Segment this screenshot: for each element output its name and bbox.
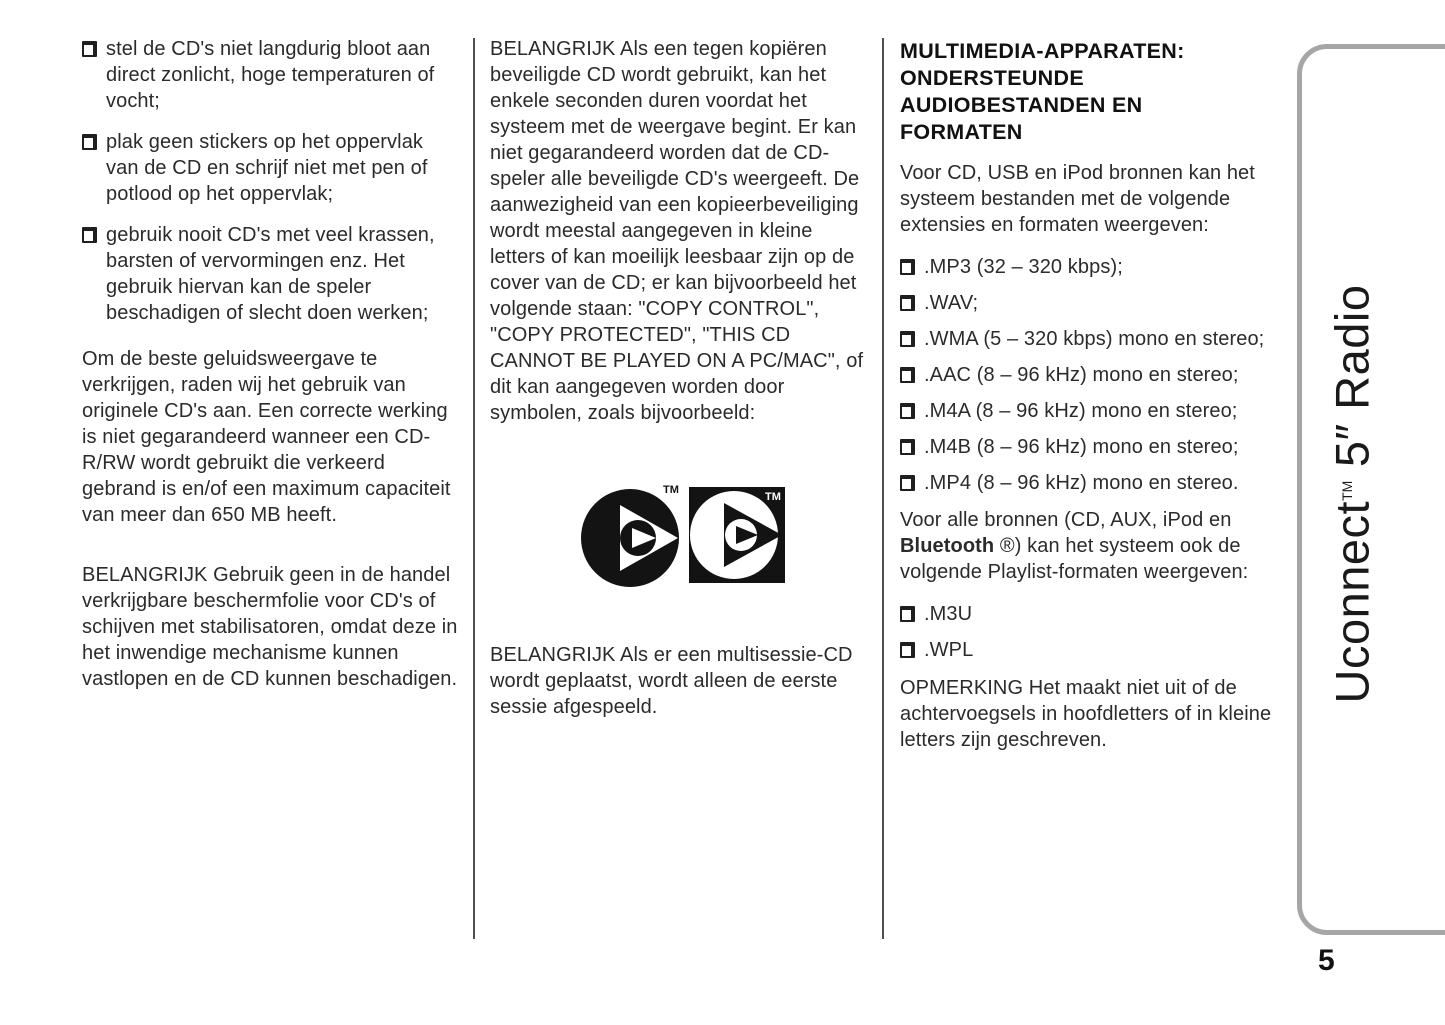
list-item	[900, 398, 1286, 424]
heading-line: ONDERSTEUNDE	[900, 66, 1084, 90]
square-bullet-icon	[900, 295, 915, 311]
list-item	[900, 601, 1286, 627]
square-bullet-icon	[82, 134, 97, 150]
list-item	[900, 326, 1286, 352]
square-bullet-icon	[900, 367, 915, 383]
copy-protect-circle-logo	[578, 482, 684, 588]
paragraph-cd-quality: Om de beste geluidsweergave te verkrijgen, raden wij het gebruik van originele CD's aan. Een correcte werking is niet gegarandeerd wanneer een CD-R/RW wordt gebruikt die verkeerd gebrand is en/of een maximum capaciteit van meer dan 650 MB heeft.	[82, 348, 451, 526]
bluetooth-label: Bluetooth	[900, 535, 995, 557]
list-item-text: gebruik nooit CD's met veel krassen, barsten of vervormingen enz. Het gebruik hiervan kan de speler beschadigen of slecht doen werken;	[106, 224, 435, 324]
copy-protect-square-logo	[689, 487, 785, 583]
tm-mark: TM	[662, 484, 679, 496]
cd-care-list	[82, 36, 460, 326]
chapter-name-rest: 5″ Radio	[1325, 284, 1379, 481]
list-item-text: .M4B (8 – 96 kHz) mono en stereo;	[924, 436, 1239, 458]
list-item	[82, 222, 460, 326]
list-item	[900, 254, 1286, 280]
list-item-text: .M4A (8 – 96 kHz) mono en stereo;	[924, 400, 1238, 422]
format-list	[900, 254, 1286, 496]
list-item-text: .WPL	[924, 639, 974, 661]
paragraph-multisession: BELANGRIJK Als er een multisessie-CD wordt geplaatst, wordt alleen de eerste sessie afgespeeld.	[490, 644, 853, 718]
heading-line: FORMATEN	[900, 120, 1023, 144]
list-item-text: .MP4 (8 – 96 kHz) mono en stereo.	[924, 472, 1239, 494]
list-item-text: .MP3 (32 – 320 kbps);	[924, 256, 1123, 278]
heading-line: MULTIMEDIA-APPARATEN:	[900, 39, 1185, 63]
square-bullet-icon	[82, 41, 97, 57]
list-item-text: .WMA (5 – 320 kbps) mono en stereo;	[924, 328, 1265, 350]
square-bullet-icon	[900, 403, 915, 419]
playlist-format-list	[900, 601, 1286, 663]
paragraph-copy-protection: BELANGRIJK Als een tegen kopiëren beveiligde CD wordt gebruikt, kan het enkele seconden duren voordat het systeem met de weergave begint. Er kan niet gegarandeerd worden dat de CD-speler alle beveiligde CD's weergeeft. De aanwezigheid van een kopieerbeveiliging wordt meestal aangegeven in kleine letters of kan moeilijk leesbaar zijn op de cover van de CD; er kan bijvoorbeeld het volgende staan: "COPY CONTROL", "COPY PROTECTED", "THIS CD CANNOT BE PLAYED ON A PC/MAC", of dit kan aangegeven worden door symbolen, zoals bijvoorbeeld:	[490, 38, 864, 424]
list-item	[82, 36, 460, 114]
list-item	[900, 637, 1286, 663]
left-column	[82, 36, 460, 692]
tm-mark: TM	[1338, 480, 1355, 501]
list-item-text: .M3U	[924, 603, 973, 625]
list-item-text: .AAC (8 – 96 kHz) mono en stereo;	[924, 364, 1239, 386]
paragraph-formats-intro: Voor CD, USB en iPod bronnen kan het systeem bestanden met de volgende extensies en formaten weergeven:	[900, 162, 1255, 236]
list-item-text: .WAV;	[924, 292, 979, 314]
chapter-name: Uconnect	[1325, 500, 1379, 704]
right-column	[900, 36, 1286, 753]
list-item	[900, 362, 1286, 388]
list-item	[900, 470, 1286, 496]
list-item-text: plak geen stickers op het oppervlak van de CD en schrijf niet met pen of potlood op het oppervlak;	[106, 131, 428, 205]
section-heading	[900, 38, 1286, 146]
square-bullet-icon	[900, 642, 915, 658]
column-divider	[882, 38, 884, 939]
heading-line: AUDIOBESTANDEN EN	[900, 93, 1143, 117]
copy-protection-logos	[490, 482, 872, 588]
page-number: 5	[1318, 944, 1335, 977]
square-bullet-icon	[82, 227, 97, 243]
paragraph-playlist-intro	[900, 507, 1286, 585]
list-item	[82, 129, 460, 207]
middle-column	[490, 36, 872, 720]
list-item	[900, 434, 1286, 460]
tm-mark: TM	[764, 491, 781, 503]
paragraph-note: OPMERKING Het maakt niet uit of de achtervoegsels in hoofdletters of in kleine letters zijn geschreven.	[900, 677, 1272, 751]
column-divider	[473, 38, 475, 939]
chapter-tab-label	[1325, 285, 1380, 704]
playlist-intro-post: ®) kan het systeem ook de volgende Playlist-formaten weergeven:	[900, 535, 1249, 583]
list-item	[900, 290, 1286, 316]
square-bullet-icon	[900, 475, 915, 491]
list-item-text: stel de CD's niet langdurig bloot aan direct zonlicht, hoge temperaturen of vocht;	[106, 38, 435, 112]
square-bullet-icon	[900, 439, 915, 455]
square-bullet-icon	[900, 259, 915, 275]
paragraph-important-film: BELANGRIJK Gebruik geen in de handel verkrijgbare beschermfolie voor CD's of schijven met stabilisatoren, omdat deze in het inwendige mechanisme kunnen vastlopen en de CD kunnen beschadigen.	[82, 564, 458, 690]
square-bullet-icon	[900, 331, 915, 347]
square-bullet-icon	[900, 606, 915, 622]
playlist-intro-pre: Voor alle bronnen (CD, AUX, iPod en	[900, 509, 1232, 531]
